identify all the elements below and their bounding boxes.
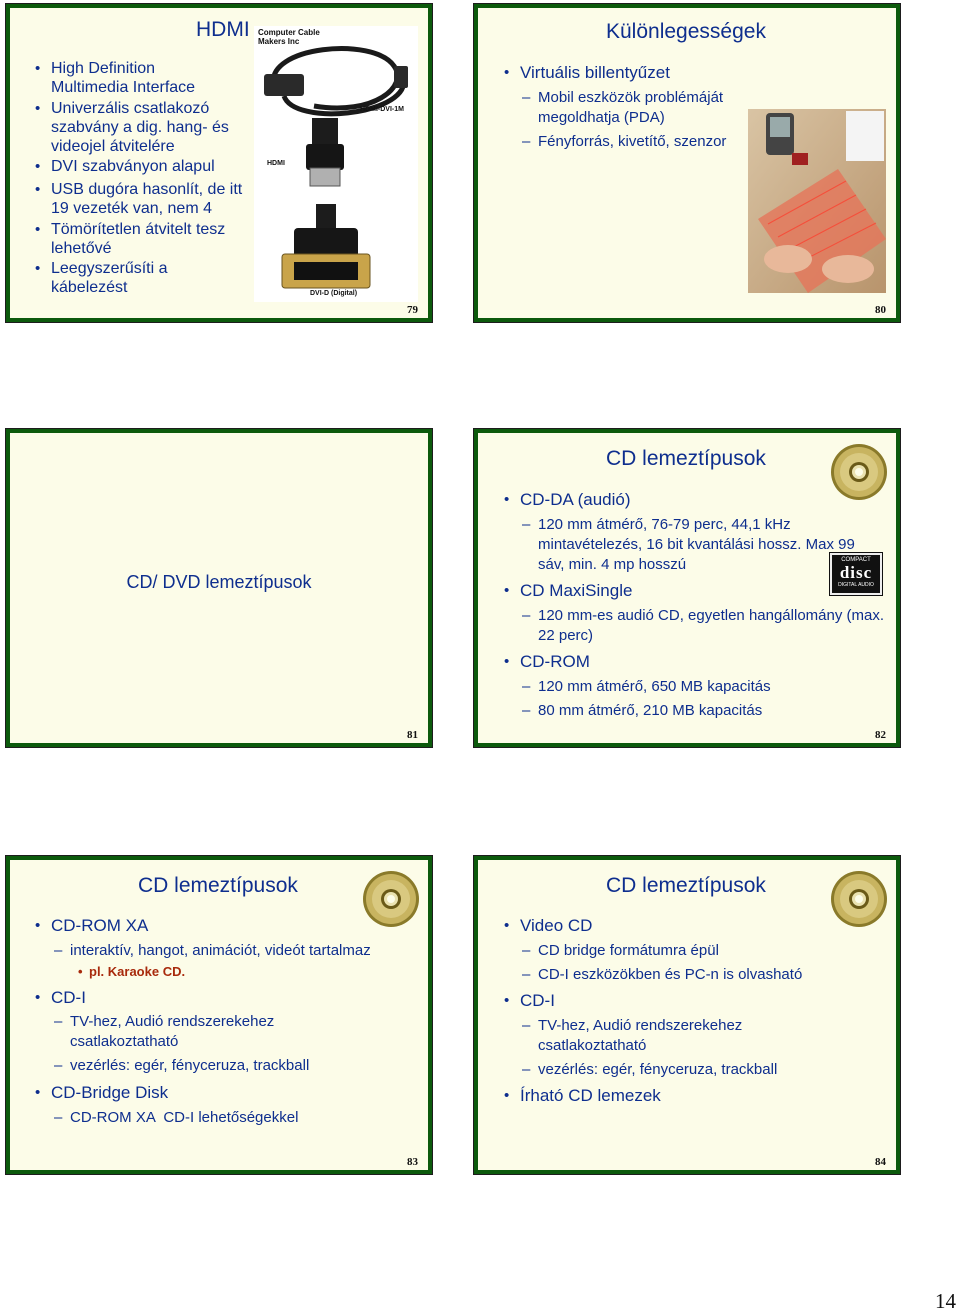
cd-disc-icon [362, 870, 420, 928]
sub-bullet-item: – Fényforrás, kivetítő, szenzor [538, 132, 778, 152]
slide-title: CD/ DVD lemeztípusok [126, 572, 312, 592]
sub-sub-bullet-item: • pl. Karaoke CD. [89, 964, 185, 979]
slide-83 [6, 856, 432, 1174]
sub-bullet-item: – 80 mm átmérő, 210 MB kapacitás [538, 701, 884, 721]
bullet-item: • USB dugóra hasonlít, de itt 19 vezeték van, nem 4 [51, 180, 251, 218]
slide-79 [6, 4, 432, 322]
slide-number: 81 [407, 729, 418, 741]
slide-title: Különlegességek [606, 20, 766, 43]
sub-bullet-item: – 120 mm átmérő, 650 MB kapacitás [538, 677, 884, 697]
bullet-item: • CD-I [51, 988, 86, 1007]
bullet-item: • CD-DA (audió) [520, 490, 631, 509]
logo-text-compact: COMPACT [841, 557, 871, 563]
bullet-item: • Virtuális billentyűzet [520, 63, 880, 82]
bullet-item: • Tömörítetlen átvitelt tesz lehetővé [51, 220, 251, 258]
slide-title: HDMI [196, 18, 250, 41]
sub-bullet-item: – 120 mm átmérő, 76-79 perc, 44,1 kHz mintavételezés, 16 bit kvantálási hossz. Max 99 sáv, min. 4 mp hosszú [538, 515, 884, 575]
slide-number: 84 [875, 1156, 886, 1168]
compact-disc-logo [830, 553, 882, 595]
cd-disc-icon [830, 443, 888, 501]
slide-title: CD lemeztípusok [138, 874, 298, 897]
bullet-item: • Video CD [520, 916, 592, 935]
sub-bullet-item: – CD bridge formátumra épül [538, 941, 884, 961]
image-label-dvi: DVI-D (Digital) [310, 290, 358, 297]
sub-bullet-item: – 120 mm-es audió CD, egyetlen hangállomány (max. 22 perc) [538, 606, 884, 646]
slide-number: 82 [875, 729, 886, 741]
image-label-brand: Computer Cable Makers Inc [258, 28, 320, 46]
sub-bullet-item: – CD-ROM XA CD-I lehetőségekkel [70, 1108, 416, 1128]
slide-number: 79 [407, 304, 418, 316]
slide-number: 83 [407, 1156, 418, 1168]
bullet-item: • Univerzális csatlakozó szabvány a dig. hang- és videojel átvitelére [51, 99, 251, 156]
slide-84 [474, 856, 900, 1174]
slide-80 [474, 4, 900, 322]
sub-bullet-item: – Mobil eszközök problémáját megoldhatja (PDA) [538, 88, 758, 128]
bullet-item: • Leegyszerűsíti a kábelezést [51, 259, 191, 297]
cd-disc-icon [830, 870, 888, 928]
image-label-hdmi: HDMI [267, 160, 285, 167]
bullet-item: • CD-Bridge Disk [51, 1083, 168, 1102]
slide-title: CD lemeztípusok [606, 874, 766, 897]
sub-bullet-item: – interaktív, hangot, animációt, videót tartalmaz [70, 941, 416, 961]
bullet-item: • CD-ROM XA [51, 916, 148, 935]
bullet-item: • DVI szabványon alapul [51, 157, 251, 176]
bullet-item: • CD-ROM [520, 652, 590, 671]
virtual-keyboard-image [748, 109, 886, 293]
sub-bullet-item: – vezérlés: egér, fényceruza, trackball [538, 1060, 884, 1080]
bullet-item: • High Definition Multimedia Interface [51, 59, 231, 97]
bullet-item: • Írható CD lemezek [520, 1086, 661, 1105]
sub-bullet-item: – TV-hez, Audió rendszerekehez csatlakoztatható [538, 1016, 778, 1056]
page-number: 14 [935, 1289, 956, 1313]
sub-bullet-item: – TV-hez, Audió rendszerekehez csatlakoztatható [70, 1012, 310, 1052]
bullet-item: • CD-I [520, 991, 555, 1010]
slide-81 [6, 429, 432, 747]
slide-number: 80 [875, 304, 886, 316]
slide-82 [474, 429, 900, 747]
sub-bullet-item: – CD-I eszközökben és PC-n is olvasható [538, 965, 884, 985]
logo-text-disc: disc [839, 563, 873, 582]
image-label-cable: HDMI-DVI-1M [360, 106, 404, 113]
logo-text-digital-audio: DIGITAL AUDIO [838, 582, 874, 588]
slide-title: CD lemeztípusok [606, 447, 766, 470]
sub-bullet-item: – vezérlés: egér, fényceruza, trackball [70, 1056, 416, 1076]
bullet-item: • CD MaxiSingle [520, 581, 632, 600]
